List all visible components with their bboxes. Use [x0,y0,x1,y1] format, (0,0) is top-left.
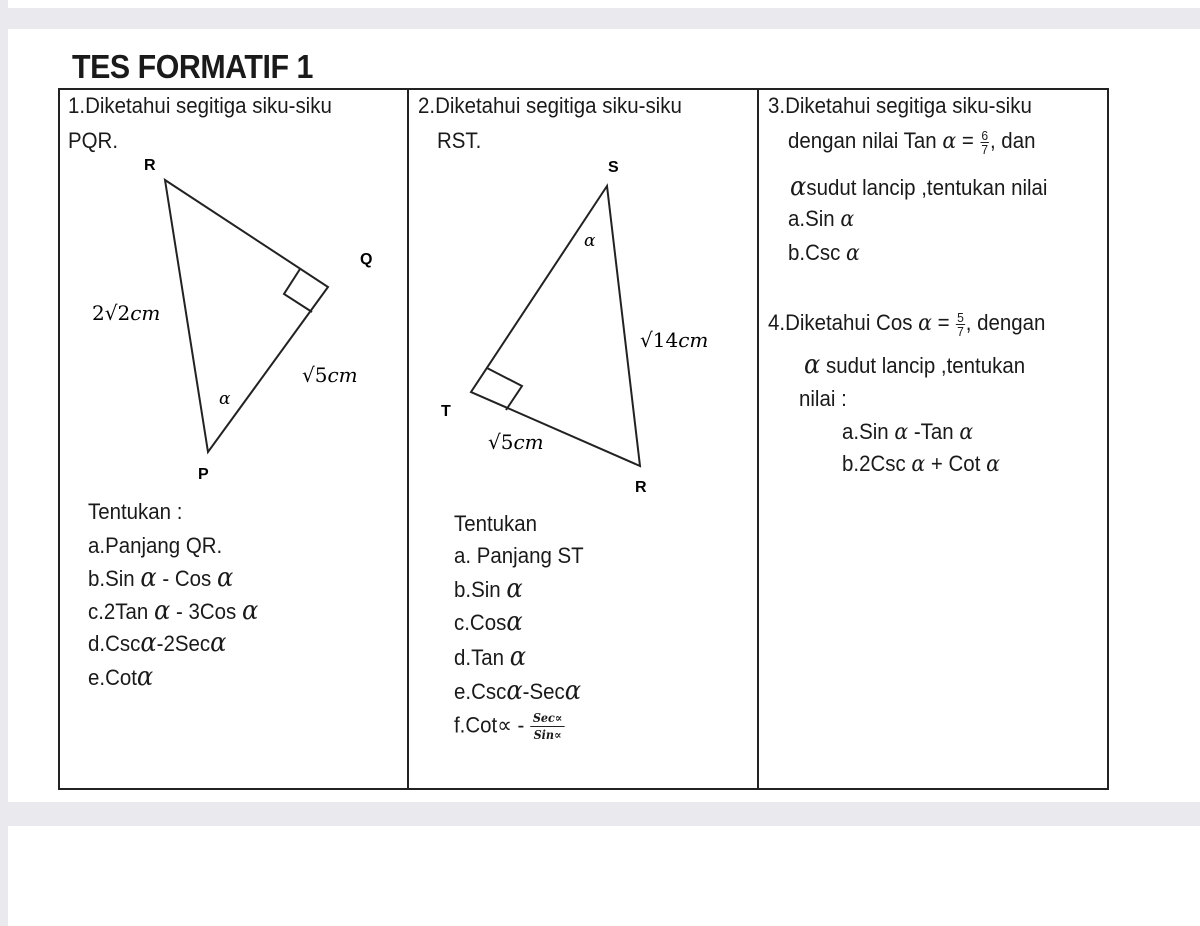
q3-text-line3 [790,172,1047,202]
q4-item-a-tan: -Tan [913,419,954,444]
side-qp-value: √5 [302,363,328,387]
side-qp-unit: cm [327,363,358,387]
q1-item-c-tan: c.2Tan [88,599,149,624]
q2-text-line2: RST. [437,128,482,153]
q1-item-c [88,596,258,626]
vertex-r-label: R [635,479,647,496]
q4-text-line1: 4.Diketahui Cos α = $\frac{5}{7}$ , dengan [768,309,1046,339]
q2-item-d-tan: d.Tan [454,645,505,670]
q1-item-d-sec: -2Sec [156,631,211,656]
vertex-q-label: Q [360,251,373,268]
q4-item-b-csc: b.2Csc [842,451,906,476]
q4-cos-text: 4.Diketahui Cos [768,310,913,335]
side-tr-unit: cm [513,430,544,454]
q4-item-a-sin: a.Sin [842,419,889,444]
fraction-denominator: 7 [981,141,989,157]
q3-item-b [788,240,860,266]
alpha-symbol: α [840,207,855,232]
q1-text-line2: PQR. [68,128,119,153]
q1-text-line1: 1.Diketahui segitiga siku-siku [68,93,332,118]
q4-sudut-text: sudut lancip ,tentukan [826,353,1026,378]
column-divider-1 [407,88,409,790]
fraction-denominator: Sin∝ [533,728,562,742]
alpha-symbol: α [846,241,860,266]
q2-item-e-sec: -Sec [522,679,565,704]
q3-tan-text: dengan nilai Tan [788,128,937,153]
alpha-symbol: α [959,420,974,445]
side-sr-value: √14 [640,328,679,352]
q2-item-e [454,676,581,706]
alpha-symbol: α [506,574,523,604]
alpha-symbol: α [564,676,582,706]
alpha-symbol: α [509,642,527,672]
fraction-denominator: 7 [957,323,964,339]
alpha-symbol: α [153,596,171,626]
q2-item-e-csc: e.Csc [454,679,507,704]
angle-alpha-label-p: α [219,389,231,409]
alpha-symbol: α [140,628,157,658]
side-qp-label [302,363,358,387]
side-rp-value: 2√2 [92,301,131,325]
alpha-symbol: α [918,311,932,336]
fraction-numerator: Sec∝ [530,710,565,727]
alpha-symbol: α [942,129,957,154]
side-rp-unit: cm [130,301,161,325]
q1-item-b [88,563,233,593]
q2-item-c-cos: c.Cos [454,610,507,635]
q4-item-b [842,451,1000,477]
q4-text-line2 [804,350,1025,380]
q2-item-b-sin: b.Sin [454,577,501,602]
column-divider-2 [757,88,759,790]
q1-item-e-cot: e.Cot [88,665,137,690]
vertex-s-label: S [608,159,619,176]
page-title: TES FORMATIF 1 [72,48,313,85]
q2-prompt: Tentukan [454,511,538,536]
q1-item-c-cos: - 3Cos [176,599,237,624]
alpha-symbol: α [894,420,909,445]
vertex-r-label: R [144,157,156,174]
q4-text-line3: nilai : [799,386,847,411]
alpha-symbol: α [804,350,821,380]
q3-item-a [788,206,854,232]
fraction-numerator: 6 [981,127,989,143]
q1-item-b-cos: - Cos [162,566,212,591]
vertex-t-label: T [441,403,451,420]
side-rp-label [92,301,160,325]
q1-item-a: a.Panjang QR. [88,533,223,558]
q3-item-b-csc: b.Csc [788,240,841,265]
q3-item-a-sin: a.Sin [788,206,835,231]
q2-item-b [454,574,523,604]
q1-item-b-sin: b.Sin [88,566,135,591]
q4-fraction [956,311,965,338]
q2-item-a: a. Panjang ST [454,543,584,568]
q3-fraction [980,129,989,156]
next-page [8,826,1200,926]
q4-dengan-text: , dengan [965,310,1046,335]
vertex-p-label: P [198,466,209,483]
alpha-symbol: α [136,662,154,692]
alpha-symbol: α [241,596,259,626]
alpha-symbol: α [506,607,523,637]
q4-item-b-cot: + Cot [930,451,981,476]
alpha-symbol: α [986,452,1000,477]
q3-text-line2: dengan nilai Tan α = $\frac{6}{7}$ , dan [788,127,1036,157]
side-tr-value: √5 [488,430,514,454]
q1-item-d-csc: d.Csc [88,631,141,656]
q2-item-d [454,642,526,672]
fraction-numerator: 5 [957,309,964,325]
q2-item-f [454,710,565,743]
q2-item-f-cot: f.Cot∝ - [454,712,525,738]
q2-item-c [454,607,523,637]
previous-page-edge [8,0,1200,8]
side-sr-unit: cm [678,328,709,352]
q3-text-line1: 3.Diketahui segitiga siku-siku [768,93,1032,118]
q3-dan-text: , dan [989,128,1036,153]
angle-alpha-label-s: α [584,231,596,251]
alpha-symbol: α [506,676,523,706]
q2-item-f-fraction [530,710,565,743]
q1-prompt: Tentukan : [88,499,183,524]
alpha-symbol: α [140,563,157,593]
q1-item-e [88,662,153,692]
q4-item-a [842,419,973,445]
alpha-symbol: α [216,563,234,593]
alpha-symbol: α [790,172,807,202]
q3-sudut-text: sudut lancip ,tentukan nilai [806,175,1048,200]
alpha-symbol: α [911,452,926,477]
side-tr-label [488,430,544,454]
alpha-symbol: α [210,628,227,658]
side-sr-label [640,328,708,352]
q1-item-d [88,628,226,658]
q2-text-line1: 2.Diketahui segitiga siku-siku [418,93,682,118]
